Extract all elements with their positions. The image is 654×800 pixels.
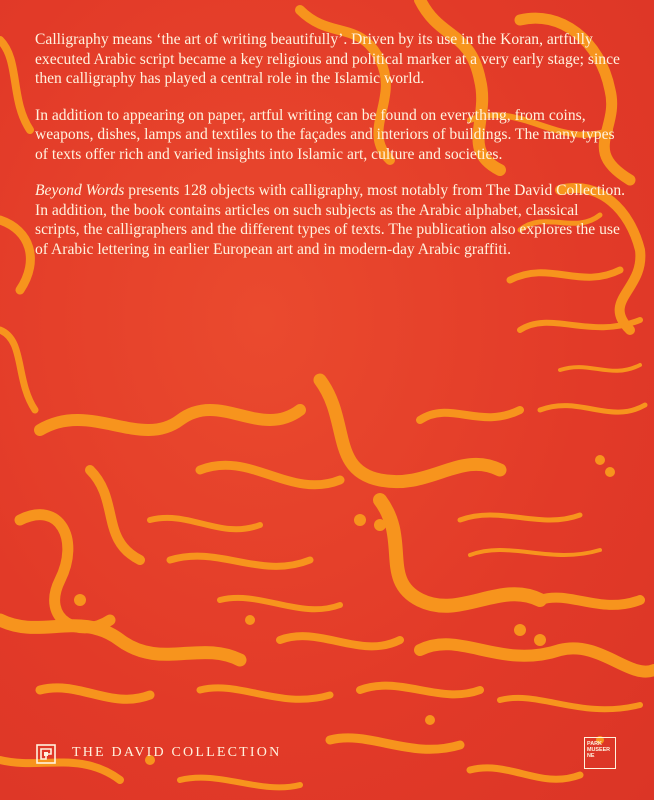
paragraph-1: Calligraphy means ‘the art of writing beautifully’. Driven by its use in the Koran, artfully executed Arabic script became a key religious and political marker at a very early stage; since then calligraphy has played a central role in the Islamic world. [35,31,620,87]
paragraph-3 [35,181,625,259]
publisher-logo-line: NE [587,753,595,759]
description-text [35,30,625,276]
publisher-logo-line: MUSEER [587,747,611,753]
book-title: Beyond Words [35,182,125,199]
collection-name: THE DAVID COLLECTION [72,745,282,760]
paragraph-2: In addition to appearing on paper, artful writing can be found on everything, from coins, weapons, dishes, lamps and textiles to the façades and interiors of buildings. The many types of texts offer rich and varied insights into Islamic art, culture and societies. [35,106,615,163]
david-collection-logo-icon [36,744,56,764]
park-museerne-logo-icon [584,737,616,769]
publisher-logo-line: PARK [587,741,602,747]
paragraph-3-body: presents 128 objects with calligraphy, most notably from The David Collection. In addition, the book contains articles on such subjects as the Arabic alphabet, classical scripts, the calligraphers and the different types of texts. The publication also explores the use of Arabic lettering in earlier European art and in modern-day Arabic graffiti. [35,182,626,258]
